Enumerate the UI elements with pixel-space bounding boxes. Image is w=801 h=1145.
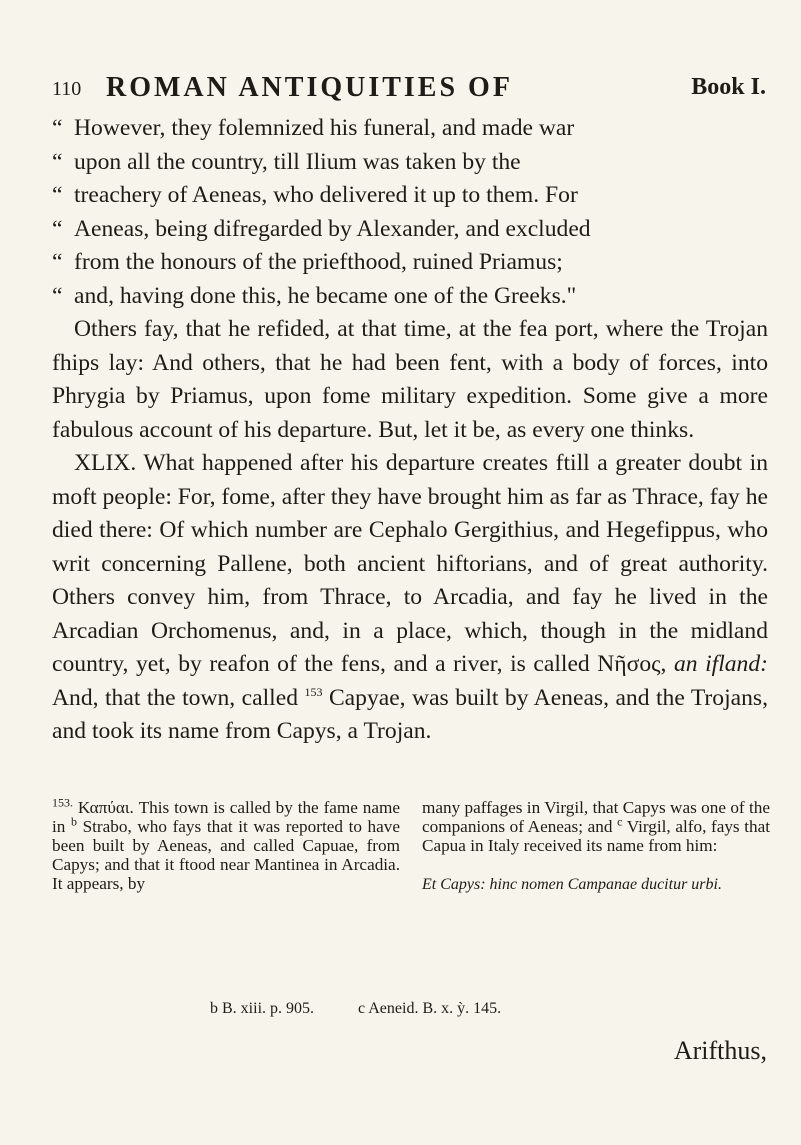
footnotes — [52, 795, 770, 988]
footnote-ref: 153 — [304, 684, 323, 699]
greek-word: Νῆσος, — [597, 651, 667, 677]
quote-line: “ from the honours of the priefthood, ruined Priamus; — [52, 249, 563, 275]
reference-c: c Aeneid. B. x. ỳ. 145. — [358, 1000, 502, 1017]
main-text — [52, 112, 768, 749]
quote-line: “ However, they folemnized his funeral, and made war — [52, 115, 575, 141]
references — [210, 1000, 750, 1018]
quote-line: “ and, having done this, he became one of the Greeks." — [52, 282, 577, 309]
running-header — [52, 72, 766, 108]
page-number: 110 — [52, 78, 82, 100]
footnote-greek: Καπύαι. — [77, 798, 134, 817]
italic-phrase: an ifland: — [673, 651, 768, 677]
book-label: Book I. — [691, 74, 766, 100]
paragraph-xlix: XLIX. What happened after his departure creates ftill a greater doubt in moft people: For, fome, after they have brought him as far as Thrace, fay he died there: Of which number are Cephalo Gergithius, and Hegefippus, who writ concerning Pallene, both ancient hiftorians, and of great authority. Others convey him, from Thrace, to Arcadia, and fay he lived in the Arcadian Orchomenus, and, in a place, which, though in the midland country, yet, by reafon of the fens, and a river, is called Νῆσος, an ifland: And, that the town, called $^{153}$ Capyae, was built by Aeneas, and the Trojans, and took its name from Capys, a Trojan. — [52, 450, 769, 744]
catchword: Arifthus, — [673, 1036, 767, 1065]
running-title: ROMAN ANTIQUITIES OF — [106, 72, 513, 103]
latin-quote: Et Capys: hinc nomen Campanae ducitur urbi. — [422, 876, 722, 893]
footnote-right-column: many paffages in Virgil, that Capys was one of the companions of Aeneas; and $^c$ Virgil, alfo, fays that Capua in Italy received its name from him: Et Capys: hinc nomen Campanae ducitur urbi. — [422, 798, 770, 893]
paragraph: Others fay, that he refided, at that time, at the fea port, where the Trojan fhips lay: And others, that he had been fent, with a body of forces, into Phrygia by Priamus, upon fome military expedition. Some give a more fabulous account of his departure. But, let it be, as every one thinks. — [52, 316, 768, 443]
quote-line: “ Aeneas, being difregarded by Alexander, and excluded — [52, 215, 591, 242]
quote-line: “ upon all the country, till Ilium was taken by the — [52, 148, 521, 175]
footnote-left-column: $^{153.}$ Καπύαι. This town is called by the fame name in $^b$ Strabo, who fays that it was reported to have been built by Aeneas, and called Capuae, from Capys; and that it ftood near Mantinea in Arcadia. It appears, by — [52, 795, 401, 893]
quote-line: “ treachery of Aeneas, who delivered it up to them. For — [52, 182, 578, 208]
reference-b: b B. xiii. p. 905. — [210, 1000, 315, 1017]
footnote-number: 153. — [52, 795, 73, 810]
